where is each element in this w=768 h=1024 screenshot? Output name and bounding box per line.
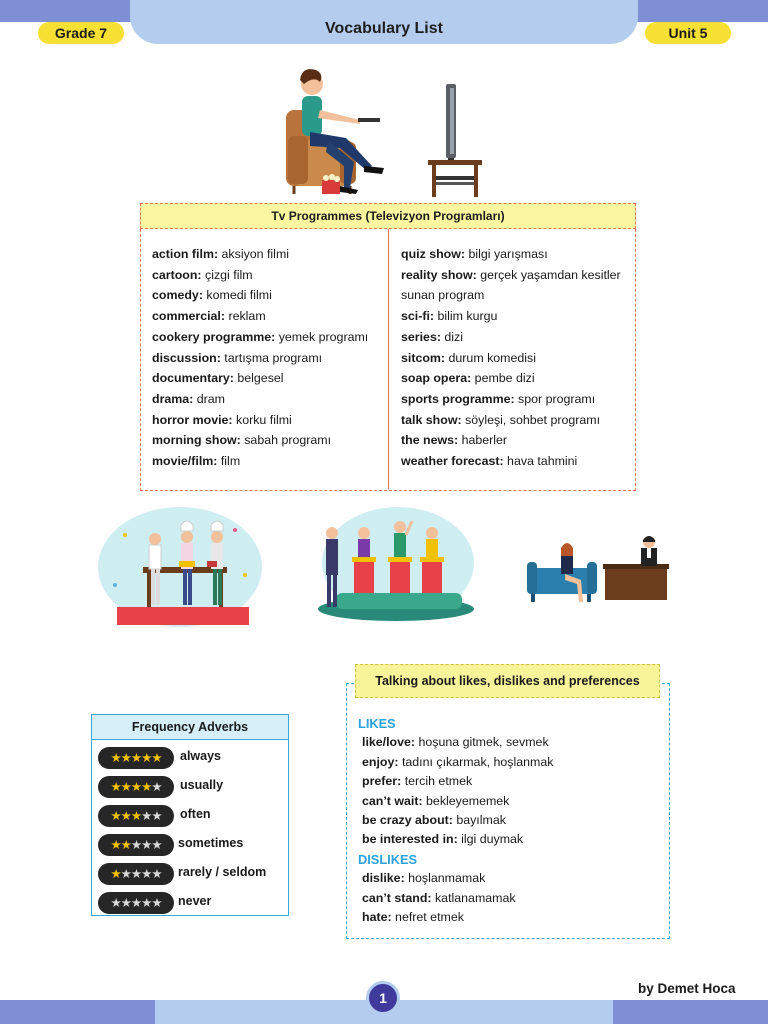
vocab-row: the news: haberler <box>401 433 508 448</box>
vocab-row: discussion: tartışma programı <box>152 350 323 365</box>
talk-show-illustration <box>525 532 671 606</box>
dislikes-item: hate: nefret etmek <box>362 910 464 925</box>
star-empty-icon: ★ <box>151 867 162 881</box>
frequency-label: always <box>180 749 222 763</box>
vocab-row: talk show: söyleşi, sohbet programı <box>401 412 601 427</box>
likes-item: be interested in: ilgi duymak <box>362 832 524 847</box>
footer-band-left <box>0 1000 155 1024</box>
star-empty-icon: ★ <box>141 896 152 910</box>
star-empty-icon: ★ <box>141 809 152 823</box>
frequency-label: sometimes <box>178 836 244 850</box>
dislikes-item: dislike: hoşlanmamak <box>362 871 486 886</box>
star-empty-icon: ★ <box>151 780 162 794</box>
vocab-row: sitcom: durum komedisi <box>401 350 536 365</box>
star-empty-icon: ★ <box>151 809 162 823</box>
star-filled-icon: ★ <box>141 780 152 794</box>
star-filled-icon: ★ <box>120 809 131 823</box>
star-filled-icon: ★ <box>110 751 121 765</box>
vocab-row: sunan program <box>401 288 485 303</box>
star-empty-icon: ★ <box>151 838 162 852</box>
cookery-show-illustration <box>95 505 265 630</box>
vocab-row: action film: aksiyon filmi <box>152 247 290 261</box>
star-empty-icon: ★ <box>151 896 162 910</box>
dislikes-item: can’t stand: katlanamamak <box>362 890 516 905</box>
likes-item: like/love: hoşuna gitmek, sevmek <box>362 735 549 750</box>
tv-right-column <box>401 244 637 472</box>
star-rating-icon <box>98 805 174 827</box>
star-empty-icon: ★ <box>120 896 131 910</box>
star-empty-icon: ★ <box>130 867 142 881</box>
star-rating-icon <box>98 834 174 856</box>
vocab-row: soap opera: pembe dizi <box>401 371 535 386</box>
star-filled-icon: ★ <box>120 780 131 794</box>
star-rating-icon <box>98 863 174 885</box>
tv-left-column <box>152 244 388 472</box>
tv-programmes-title: Tv Programmes (Televizyon Programları) <box>140 203 636 229</box>
vocab-row: sci-fi: bilim kurgu <box>401 309 498 324</box>
star-empty-icon: ★ <box>130 896 142 910</box>
vocab-row: reality show: gerçek yaşamdan kesitler <box>401 267 621 282</box>
vocab-row: drama: dram <box>152 391 226 406</box>
frequency-label: never <box>178 894 212 908</box>
star-filled-icon: ★ <box>110 780 121 794</box>
frequency-label: often <box>180 807 211 821</box>
star-filled-icon: ★ <box>120 838 131 852</box>
footer-band-right <box>613 1000 768 1024</box>
grade-badge: Grade 7 <box>38 22 124 44</box>
star-filled-icon: ★ <box>130 809 142 823</box>
star-empty-icon: ★ <box>110 896 121 910</box>
star-filled-icon: ★ <box>130 751 142 765</box>
star-rating-icon <box>98 747 174 769</box>
star-rating-icon <box>98 892 174 914</box>
star-empty-icon: ★ <box>141 838 152 852</box>
frequency-label: rarely / seldom <box>178 865 267 879</box>
vocab-row: quiz show: bilgi yarışması <box>401 247 548 261</box>
star-empty-icon: ★ <box>130 838 142 852</box>
star-filled-icon: ★ <box>110 838 121 852</box>
likes-dislikes-title: Talking about likes, dislikes and preferences <box>355 664 660 698</box>
author-credit: by Demet Hoca <box>638 981 736 996</box>
star-filled-icon: ★ <box>110 867 121 881</box>
likes-item: prefer: tercih etmek <box>362 774 473 789</box>
page-title: Vocabulary List <box>325 20 443 37</box>
likes-item: can’t wait: bekleyememek <box>362 793 510 808</box>
frequency-adverbs-title: Frequency Adverbs <box>92 715 288 740</box>
star-filled-icon: ★ <box>141 751 152 765</box>
star-empty-icon: ★ <box>120 867 131 881</box>
star-filled-icon: ★ <box>130 780 142 794</box>
vocab-row: sports programme: spor programı <box>401 391 596 406</box>
watching-tv-illustration <box>280 62 490 198</box>
column-divider <box>388 229 389 489</box>
page-number: 1 <box>366 981 400 1015</box>
tv-programmes-box <box>140 229 636 491</box>
dislikes-heading: DISLIKES <box>358 851 418 867</box>
vocab-row: horror movie: korku filmi <box>152 412 292 427</box>
vocab-row: weather forecast: hava tahmini <box>401 454 578 469</box>
star-filled-icon: ★ <box>120 751 131 765</box>
star-filled-icon: ★ <box>151 751 162 765</box>
likes-dislikes-content <box>358 714 553 927</box>
quiz-show-illustration <box>312 505 476 630</box>
vocab-row: comedy: komedi filmi <box>152 288 272 303</box>
likes-heading: LIKES <box>358 716 396 731</box>
frequency-label: usually <box>180 778 224 792</box>
vocab-row: documentary: belgesel <box>152 371 284 386</box>
vocab-row: commercial: reklam <box>152 309 266 324</box>
star-rating-icon <box>98 776 174 798</box>
vocab-row: cartoon: çizgi film <box>152 267 253 282</box>
likes-item: be crazy about: bayılmak <box>362 813 506 828</box>
likes-dislikes-box <box>346 683 670 939</box>
vocab-row: movie/film: film <box>152 454 241 469</box>
star-filled-icon: ★ <box>110 809 121 823</box>
vocab-row: cookery programme: yemek programı <box>152 329 369 344</box>
unit-badge: Unit 5 <box>645 22 731 44</box>
vocab-row: series: dizi <box>401 329 464 344</box>
star-empty-icon: ★ <box>141 867 152 881</box>
frequency-adverbs-panel <box>91 714 289 916</box>
vocab-row: morning show: sabah programı <box>152 433 332 448</box>
likes-item: enjoy: tadını çıkarmak, hoşlanmak <box>362 754 554 769</box>
